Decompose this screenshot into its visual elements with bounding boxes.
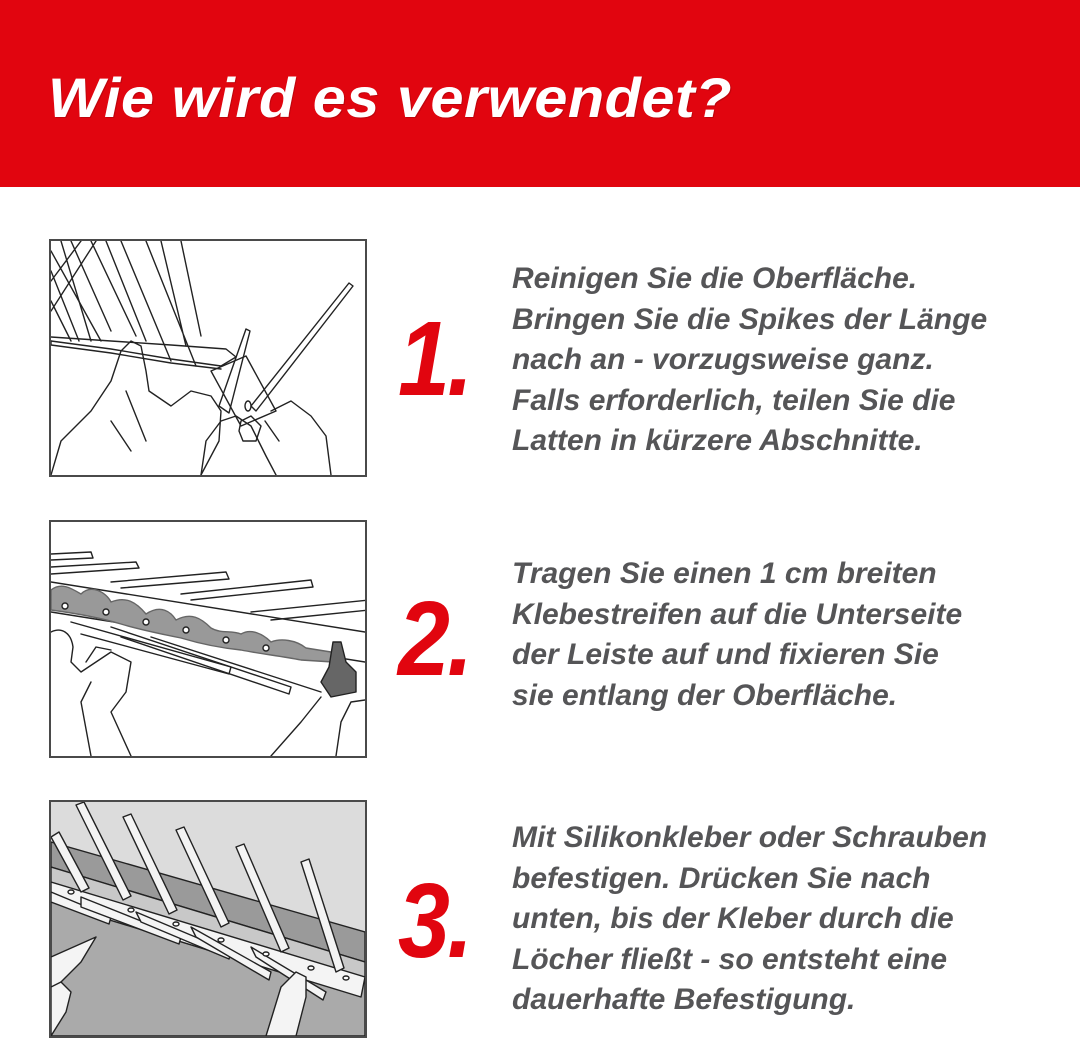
- step-2-line-3: der Leiste auf und fixieren Sie: [512, 638, 939, 671]
- step-3-line-5: dauerhafte Befestigung.: [512, 983, 856, 1016]
- step-1-line-2: Bringen Sie die Spikes der Länge: [512, 302, 988, 336]
- pressing-spikes-onto-ledge-icon: [49, 800, 367, 1038]
- step-2-instructions: [512, 554, 1072, 716]
- step-number-2: 2.: [398, 580, 471, 698]
- step-2-line-4: sie entlang der Oberfläche.: [512, 678, 898, 712]
- step-3-line-1: Mit Silikonkleber oder Schrauben: [512, 821, 988, 854]
- header-banner: [0, 0, 1080, 187]
- step-3-line-2: befestigen. Drücken Sie nach: [512, 861, 931, 895]
- hands-applying-spike-strip-icon: [49, 239, 367, 477]
- applying-adhesive-strip-icon: [49, 520, 367, 758]
- step-1-line-3: nach an - vorzugsweise ganz.: [512, 343, 934, 376]
- step-3-line-3: unten, bis der Kleber durch die: [512, 902, 954, 935]
- step-3-instructions: [512, 818, 1072, 1021]
- step-number-1: 1.: [398, 300, 471, 418]
- page-title: Wie wird es verwendet?: [48, 66, 733, 129]
- step-1-line-1: Reinigen Sie die Oberfläche.: [512, 262, 918, 295]
- step-1-line-5: Latten in kürzere Abschnitte.: [512, 424, 923, 457]
- step-3-line-4: Löcher fließt - so entsteht eine: [512, 942, 948, 976]
- step-1-line-4: Falls erforderlich, teilen Sie die: [512, 383, 956, 417]
- step-1-instructions: [512, 259, 1072, 462]
- step-2-line-2: Klebestreifen auf die Unterseite: [512, 597, 963, 631]
- step-2-line-1: Tragen Sie einen 1 cm breiten: [512, 557, 937, 590]
- step-number-3: 3.: [398, 862, 471, 980]
